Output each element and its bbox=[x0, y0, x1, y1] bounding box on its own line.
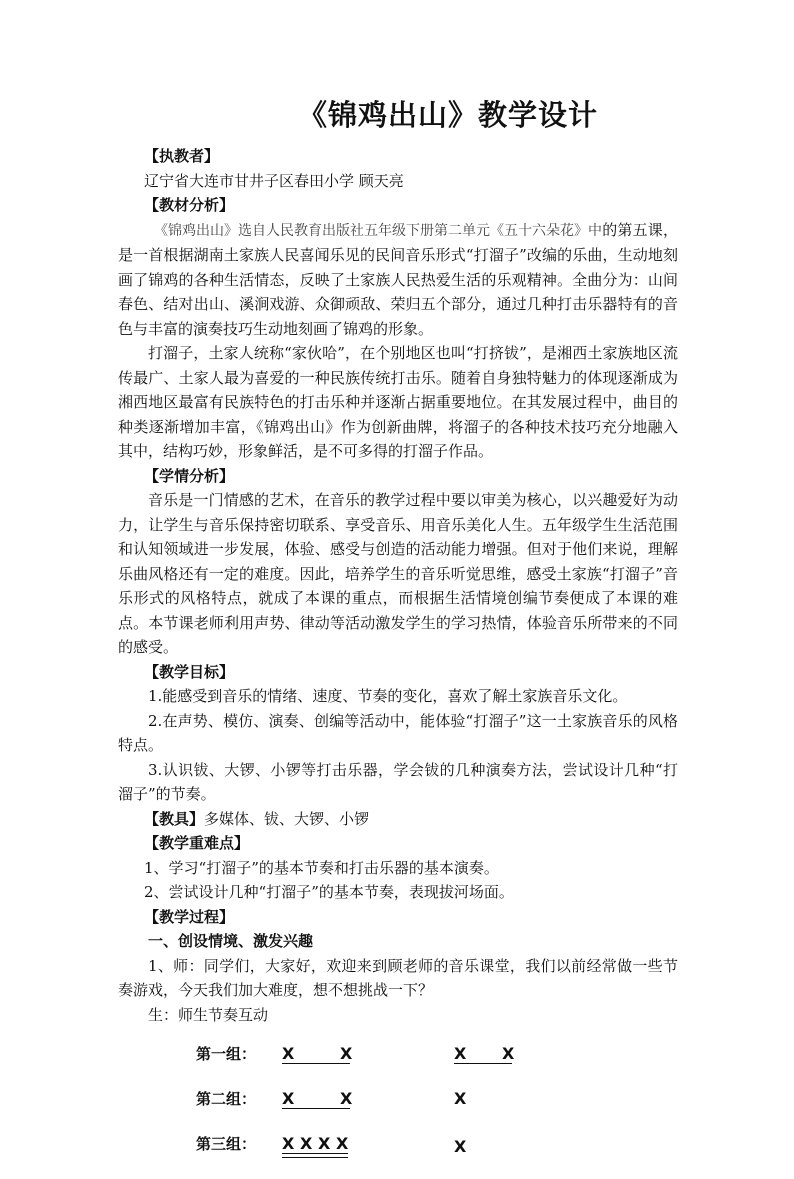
rhythm-beat: X bbox=[336, 1134, 349, 1153]
rhythm-beat: X bbox=[282, 1134, 295, 1153]
document-page bbox=[118, 95, 678, 1179]
rhythm-row-3 bbox=[196, 1129, 616, 1159]
goal-item-3: 3.认识钹、大锣、小锣等打击乐器，学会钹的几种演奏方法，尝试设计几种“打溜子”的节奏。 bbox=[118, 760, 678, 803]
rhythm-beat: X bbox=[502, 1044, 515, 1063]
learner-paragraph: 音乐是一门情感的艺术，在音乐的教学过程中要以审美为核心，以兴趣爱好为动力，让学生与音乐保持密切联系、享受音乐、用音乐美化人生。五年级学生生活范围和认知领域进一步发展，体验、感受与创造的活动能力增强。但对于他们来说，理解乐曲风格还有一定的难度。因此，培养学生的音乐听觉思维，感受土家族“打溜子”音乐形式的风格特点，就成了本课的重点，而根据生活情境创编节奏便成了本课的难点。本节课老师利用声势、律动等活动激发学生的学习热情，体验音乐所带来的不同的感受。 bbox=[118, 491, 678, 656]
key-item-1: 1、学习“打溜子”的基本节奏和打击乐器的基本演奏。 bbox=[144, 858, 499, 877]
goal-item-1: 1.能感受到音乐的情绪、速度、节奏的变化，喜欢了解土家族音乐文化。 bbox=[148, 687, 628, 705]
rhythm-underline bbox=[282, 1153, 348, 1154]
tools-text: 多媒体、钹、大锣、小锣 bbox=[204, 809, 370, 828]
material-p1-rest: 的第五课，是一首根据湖南土家族人民喜闻乐见的民间音乐形式“打溜子”改编的乐曲，生动地刻画了锦鸡的各种生活情态，反映了土家族人民热爱生活的乐观精神。全曲分为：山间春色、结对出山、溪涧戏游、众御顽敌、荣归五个部分，通过几种打击乐器特有的音色与丰富的演奏技巧生动地刻画了锦鸡的形象。 bbox=[118, 220, 678, 338]
rhythm-exercise bbox=[118, 1039, 678, 1179]
process-heading: 【教学过程】 bbox=[144, 907, 235, 926]
rhythm-beat: X bbox=[282, 1089, 295, 1108]
rhythm-row-label: 第二组： bbox=[196, 1090, 257, 1108]
learner-heading: 【学情分析】 bbox=[144, 466, 235, 485]
rhythm-beat: X bbox=[318, 1134, 331, 1153]
material-heading: 【教材分析】 bbox=[144, 196, 235, 214]
teacher-name: 辽宁省大连市甘井子区春田小学 顾天亮 bbox=[144, 171, 404, 190]
process-section-1: 一、创设情境、激发兴趣 bbox=[148, 932, 314, 950]
material-p1-lead: 《锦鸡出山》选自人民教育出版社五年级下册第二单元《五十六朵花》中 bbox=[154, 222, 602, 239]
rhythm-underline bbox=[282, 1108, 350, 1109]
material-paragraph-2: 打溜子，土家人统称“家伙哈”，在个别地区也叫“打挤钹”，是湘西土家族地区流传最广、土家人最为喜爱的一种民族传统打击乐。随着自身独特魅力的体现逐渐成为湘西地区最富有民族特色的打击乐种并逐渐占据重要地位。在其发展过程中，曲目的种类逐渐增加丰富，《锦鸡出山》作为创新曲牌，将溜子的各种技术技巧充分地融入其中，结构巧妙，形象鲜活，是不可多得的打溜子作品。 bbox=[118, 344, 678, 460]
key-item-2: 2、尝试设计几种“打溜子”的基本节奏，表现拔河场面。 bbox=[144, 883, 514, 901]
goals-heading: 【教学目标】 bbox=[144, 662, 235, 681]
rhythm-underline bbox=[282, 1063, 350, 1064]
goal-item-2: 2.在声势、模仿、演奏、创编等活动中，能体验“打溜子”这一土家族音乐的风格特点。 bbox=[118, 711, 678, 754]
rhythm-beat: X bbox=[454, 1044, 467, 1063]
tools-heading: 【教具】 bbox=[144, 809, 205, 828]
tools-line bbox=[118, 807, 678, 832]
key-heading: 【教学重难点】 bbox=[144, 834, 250, 852]
rhythm-underline bbox=[282, 1157, 348, 1158]
process-step-1-student: 生：师生节奏互动 bbox=[148, 1005, 269, 1024]
rhythm-beat: X bbox=[282, 1044, 295, 1063]
rhythm-beat: X bbox=[454, 1137, 467, 1156]
teacher-heading: 【执教者】 bbox=[144, 147, 220, 165]
rhythm-beat: X bbox=[300, 1134, 313, 1153]
rhythm-beat: X bbox=[340, 1089, 353, 1108]
rhythm-beat: X bbox=[340, 1044, 353, 1063]
rhythm-beat: X bbox=[454, 1089, 467, 1108]
rhythm-row-label: 第一组： bbox=[196, 1045, 257, 1063]
rhythm-row-1 bbox=[196, 1039, 616, 1069]
document-title: 《锦鸡出山》教学设计 bbox=[297, 98, 598, 132]
rhythm-row-2 bbox=[196, 1084, 616, 1114]
material-paragraph-1 bbox=[118, 218, 678, 342]
rhythm-row-label: 第三组： bbox=[196, 1135, 257, 1153]
process-step-1: 1、师：同学们，大家好，欢迎来到顾老师的音乐课堂，我们以前经常做一些节奏游戏，今天我们加大难度，想不想挑战一下？ bbox=[118, 956, 678, 999]
rhythm-underline bbox=[454, 1063, 512, 1064]
